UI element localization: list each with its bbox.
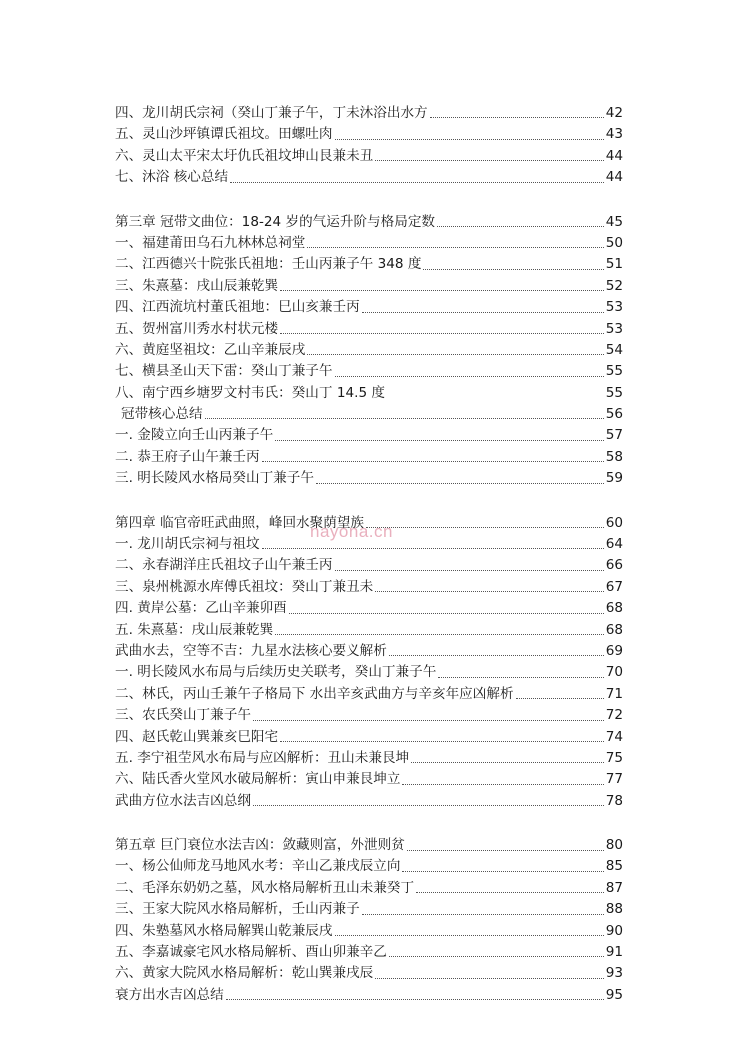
dot-leader: [516, 697, 604, 699]
dot-leader: [375, 159, 603, 161]
toc-entry-page: 51: [605, 256, 623, 273]
toc-entry[interactable]: [115, 319, 623, 340]
toc-entry[interactable]: [115, 340, 623, 361]
toc-entry-title: 武曲方位水法吉凶总纲: [115, 792, 251, 809]
toc-entry-page: 52: [605, 277, 623, 294]
section-gap: [115, 189, 623, 212]
toc-entry-title: 二、永春湖洋庄氏祖坟子山午兼壬丙: [115, 557, 333, 574]
dot-leader: [375, 590, 603, 592]
toc-entry[interactable]: [115, 425, 623, 446]
toc-entry-title: 七、横县圣山天下雷：癸山丁兼子午: [115, 363, 333, 380]
dot-leader: [416, 891, 604, 893]
toc-entry-page: 74: [605, 728, 623, 745]
toc-entry-page: 64: [605, 536, 623, 553]
table-of-contents: [115, 103, 623, 1006]
dot-leader: [407, 849, 604, 851]
toc-entry[interactable]: [115, 857, 623, 878]
toc-entry-title: 四、赵氏乾山巽兼亥巳阳宅: [115, 728, 279, 745]
toc-entry[interactable]: [115, 254, 623, 275]
dot-leader: [307, 353, 603, 355]
dot-leader: [437, 225, 604, 227]
toc-entry-page: 75: [605, 749, 623, 766]
dot-leader: [226, 998, 604, 1000]
dot-leader: [335, 375, 604, 377]
toc-entry[interactable]: [115, 878, 623, 899]
dot-leader: [402, 783, 603, 785]
toc-entry-title: 五、李嘉诚豪宅风水格局解析、酉山卯兼辛乙: [115, 944, 387, 961]
toc-entry-page: 72: [605, 707, 623, 724]
toc-entry[interactable]: [115, 212, 623, 233]
toc-entry-title: 三. 明长陵风水格局癸山丁兼子午: [115, 470, 314, 487]
toc-entry-page: 50: [605, 234, 623, 251]
toc-entry-page: 95: [605, 986, 623, 1003]
toc-entry[interactable]: [115, 404, 623, 425]
toc-entry-page: 58: [605, 448, 623, 465]
toc-entry-page: 78: [605, 792, 623, 809]
dot-leader: [289, 612, 604, 614]
toc-entry-title: 一. 龙川胡氏宗祠与祖坟: [115, 536, 260, 553]
toc-entry-page: 68: [605, 600, 623, 617]
toc-entry-page: 77: [605, 771, 623, 788]
toc-entry[interactable]: [115, 684, 623, 705]
toc-entry-page: 44: [605, 169, 623, 186]
toc-entry-page: 60: [605, 514, 623, 531]
toc-entry-title: 三、王家大院风水格局解析，壬山丙兼子: [115, 901, 360, 918]
toc-entry[interactable]: [115, 297, 623, 318]
toc-entry[interactable]: [115, 769, 623, 790]
dot-leader: [389, 654, 604, 656]
dot-leader: [366, 526, 604, 528]
toc-entry-page: 69: [605, 642, 623, 659]
toc-entry-page: 55: [605, 363, 623, 380]
toc-entry-title: 四、江西流坑村董氏祖地：巳山亥兼壬丙: [115, 299, 360, 316]
toc-entry-title: 六、陆氏香火堂风水破局解析：寅山申兼艮坤立: [115, 771, 401, 788]
toc-entry-title: 六、黄庭坚祖坟：乙山辛兼辰戌: [115, 341, 306, 358]
dot-leader: [275, 439, 604, 441]
dot-leader: [335, 569, 604, 571]
toc-entry-title: 衰方出水吉凶总结: [115, 986, 224, 1003]
toc-entry-title: 武曲水去，空等不吉：九星水法核心要义解析: [115, 642, 387, 659]
toc-entry-page: 67: [605, 578, 623, 595]
toc-entry-page: 68: [605, 621, 623, 638]
toc-entry-page: 91: [605, 944, 623, 961]
toc-entry[interactable]: [115, 705, 623, 726]
dot-leader: [205, 417, 604, 419]
toc-entry[interactable]: [115, 727, 623, 748]
toc-entry[interactable]: [115, 835, 623, 856]
toc-entry[interactable]: [115, 985, 623, 1006]
toc-entry-title: 六、黄家大院风水格局解析：乾山巽兼戌辰: [115, 965, 374, 982]
toc-entry-title: 一. 明长陵风水布局与后续历史关联考，癸山丁兼子午: [115, 664, 437, 681]
dot-leader: [387, 396, 604, 398]
section-gap: [115, 490, 623, 513]
watermark-text: nayona.cn: [310, 522, 393, 541]
toc-entry[interactable]: [115, 167, 623, 188]
toc-entry-page: 57: [605, 427, 623, 444]
dot-leader: [316, 482, 604, 484]
toc-entry-title: 第五章 巨门衰位水法吉凶：敛藏则富，外泄则贫: [115, 837, 405, 854]
dot-leader: [280, 740, 604, 742]
toc-entry[interactable]: [115, 577, 623, 598]
toc-entry-title: 第四章 临官帝旺武曲照，峰回水聚荫望族: [115, 514, 365, 531]
toc-entry-title: 五. 朱熹墓：戌山辰兼乾巽: [115, 621, 274, 638]
dot-leader: [389, 955, 604, 957]
toc-entry-title: 五、灵山沙坪镇谭氏祖坟。田螺吐肉: [115, 126, 333, 143]
toc-entry-title: 二. 恭王府子山午兼壬丙: [115, 448, 260, 465]
toc-entry[interactable]: [115, 468, 623, 489]
toc-entry-page: 90: [605, 922, 623, 939]
toc-entry-page: 56: [605, 406, 623, 423]
section-gap: [115, 812, 623, 835]
dot-leader: [430, 116, 604, 118]
toc-entry[interactable]: [115, 620, 623, 641]
toc-entry-title: 四、龙川胡氏宗祠（癸山丁兼子午，丁未沐浴出水方: [115, 104, 428, 121]
dot-leader: [262, 547, 604, 549]
toc-entry-page: 70: [605, 664, 623, 681]
toc-entry-page: 45: [605, 213, 623, 230]
dot-leader: [362, 311, 604, 313]
toc-entry-title: 七、沐浴 核心总结: [115, 169, 229, 186]
toc-entry-title: 四、朱塾墓风水格局解巽山乾兼辰戌: [115, 922, 333, 939]
dot-leader: [275, 633, 604, 635]
dot-leader: [262, 460, 604, 462]
toc-entry-title: 一. 金陵立向壬山丙兼子午: [115, 427, 274, 444]
toc-entry[interactable]: [115, 146, 623, 167]
toc-entry-title: 第三章 冠带文曲位：18-24 岁的气运升阶与格局定数: [115, 213, 436, 230]
toc-entry-page: 42: [605, 104, 623, 121]
toc-entry-title: 六、灵山太平宋太圩仇氏祖坟坤山艮兼未丑: [115, 147, 374, 164]
toc-entry-page: 87: [605, 879, 623, 896]
toc-entry[interactable]: [115, 791, 623, 812]
toc-entry[interactable]: [115, 641, 623, 662]
dot-leader: [411, 761, 604, 763]
toc-entry[interactable]: [115, 963, 623, 984]
dot-leader: [335, 934, 604, 936]
toc-entry-title: 二、林氏，丙山壬兼午子格局下 水出辛亥武曲方与辛亥年应凶解析: [115, 685, 514, 702]
toc-entry[interactable]: [115, 598, 623, 619]
toc-entry-title: 二、毛泽东奶奶之墓，风水格局解析丑山未兼癸丁: [115, 879, 415, 896]
toc-entry[interactable]: [115, 383, 623, 404]
toc-entry[interactable]: [115, 233, 623, 254]
toc-entry-page: 53: [605, 299, 623, 316]
toc-entry[interactable]: [115, 942, 623, 963]
toc-entry-page: 44: [605, 147, 623, 164]
toc-entry[interactable]: [115, 662, 623, 683]
toc-entry[interactable]: [115, 447, 623, 468]
toc-entry-page: 88: [605, 901, 623, 918]
dot-leader: [230, 181, 604, 183]
toc-entry-page: 53: [605, 320, 623, 337]
toc-entry-title: 冠带核心总结: [121, 406, 203, 423]
dot-leader: [438, 676, 603, 678]
dot-leader: [280, 332, 604, 334]
toc-entry[interactable]: [115, 124, 623, 145]
dot-leader: [362, 913, 604, 915]
toc-entry-title: 三、朱熹墓：戌山辰兼乾巽: [115, 277, 279, 294]
dot-leader: [402, 870, 603, 872]
toc-entry-title: 三、泉州桃源水库傅氏祖坟：癸山丁兼丑未: [115, 578, 374, 595]
dot-leader: [375, 977, 603, 979]
toc-entry[interactable]: [115, 361, 623, 382]
dot-leader: [307, 246, 603, 248]
toc-entry-page: 85: [605, 858, 623, 875]
toc-entry-title: 二、江西德兴十院张氏祖地：壬山丙兼子午 348 度: [115, 256, 422, 273]
dot-leader: [335, 138, 604, 140]
toc-entry-title: 四. 黄岸公墓：乙山辛兼卯酉: [115, 600, 287, 617]
dot-leader: [280, 289, 604, 291]
toc-entry-title: 三、农氏癸山丁兼子午: [115, 707, 251, 724]
toc-entry[interactable]: [115, 276, 623, 297]
toc-entry-page: 59: [605, 470, 623, 487]
toc-entry-title: 八、南宁西乡塘罗文村韦氏：癸山丁 14.5 度: [115, 384, 386, 401]
toc-entry-page: 66: [605, 557, 623, 574]
toc-entry-title: 一、福建莆田乌石九林林总祠堂: [115, 234, 306, 251]
toc-entry[interactable]: [115, 103, 623, 124]
toc-entry[interactable]: [115, 921, 623, 942]
toc-entry[interactable]: [115, 555, 623, 576]
dot-leader: [253, 804, 604, 806]
toc-entry-page: 93: [605, 965, 623, 982]
toc-entry-title: 一、杨公仙师龙马地风水考：辛山乙兼戌辰立向: [115, 858, 401, 875]
toc-entry-page: 54: [605, 341, 623, 358]
dot-leader: [423, 268, 603, 270]
toc-entry-page: 43: [605, 126, 623, 143]
toc-entry-page: 55: [605, 384, 623, 401]
toc-entry[interactable]: [115, 748, 623, 769]
dot-leader: [253, 719, 604, 721]
toc-entry-page: 80: [605, 837, 623, 854]
toc-entry-title: 五. 李宁祖茔风水布局与应凶解析：丑山未兼艮坤: [115, 749, 410, 766]
toc-entry[interactable]: [115, 899, 623, 920]
toc-entry-title: 五、贺州富川秀水村状元楼: [115, 320, 279, 337]
toc-entry-page: 71: [605, 685, 623, 702]
